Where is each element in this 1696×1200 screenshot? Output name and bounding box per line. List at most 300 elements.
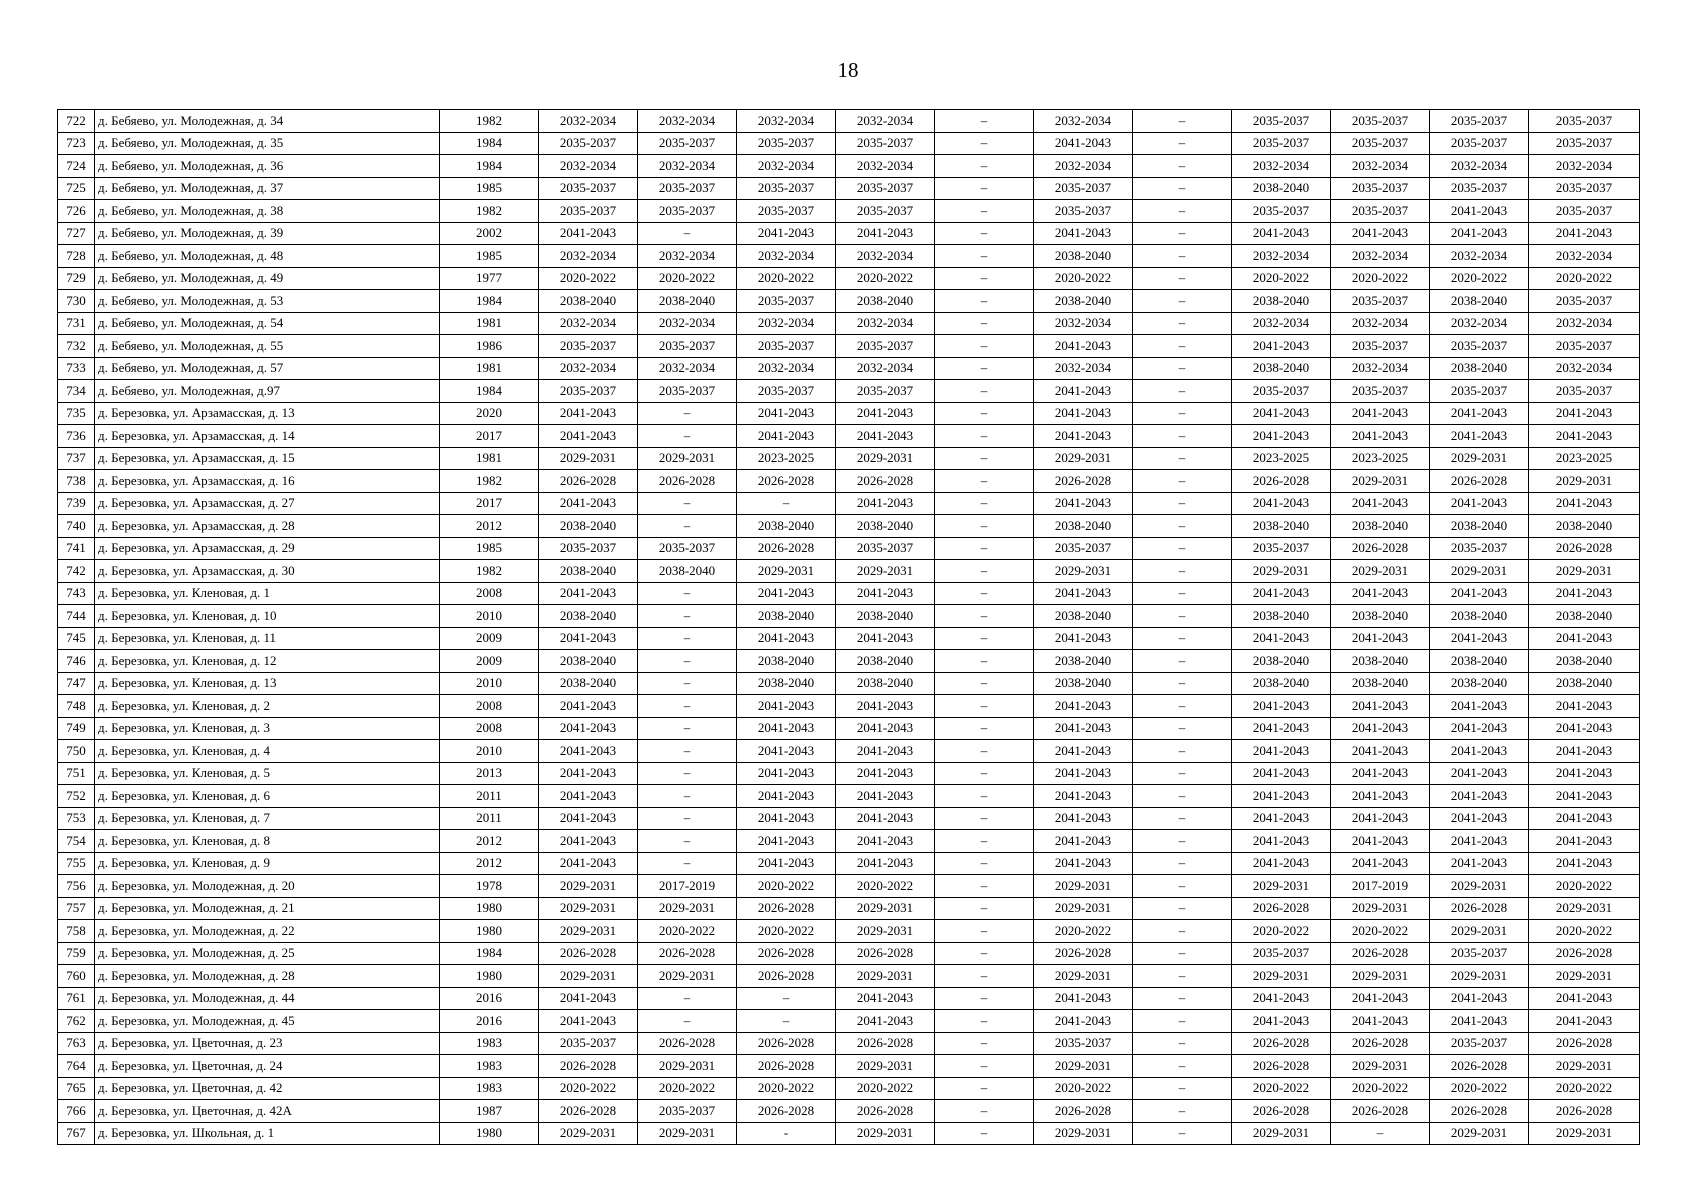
period-cell-9: 2035-2037	[1331, 380, 1430, 403]
period-cell-7: –	[1133, 762, 1232, 785]
period-cell-1: 2041-2043	[539, 987, 638, 1010]
period-cell-7: –	[1133, 920, 1232, 943]
period-cell-5: –	[935, 515, 1034, 538]
row-number: 731	[58, 312, 95, 335]
row-number: 750	[58, 740, 95, 763]
period-cell-11: 2029-2031	[1529, 1122, 1640, 1145]
period-cell-5: –	[935, 560, 1034, 583]
period-cell-5: –	[935, 110, 1034, 133]
period-cell-8: 2026-2028	[1232, 1032, 1331, 1055]
period-cell-6: 2038-2040	[1034, 672, 1133, 695]
row-number: 736	[58, 425, 95, 448]
address-cell: д. Березовка, ул. Кленовая, д. 4	[95, 740, 440, 763]
period-cell-4: 2041-2043	[836, 1010, 935, 1033]
period-cell-1: 2041-2043	[539, 627, 638, 650]
build-year-cell: 2012	[440, 852, 539, 875]
address-cell: д. Березовка, ул. Кленовая, д. 8	[95, 830, 440, 853]
period-cell-3: 2032-2034	[737, 155, 836, 178]
period-cell-2: 2032-2034	[638, 357, 737, 380]
period-cell-1: 2035-2037	[539, 335, 638, 358]
period-cell-7: –	[1133, 155, 1232, 178]
period-cell-2: 2017-2019	[638, 875, 737, 898]
period-cell-8: 2023-2025	[1232, 447, 1331, 470]
period-cell-1: 2041-2043	[539, 222, 638, 245]
period-cell-1: 2026-2028	[539, 1055, 638, 1078]
table-row	[58, 672, 1640, 695]
row-number: 744	[58, 605, 95, 628]
build-year-cell: 1981	[440, 312, 539, 335]
period-cell-6: 2035-2037	[1034, 537, 1133, 560]
period-cell-5: –	[935, 425, 1034, 448]
period-cell-6: 2020-2022	[1034, 920, 1133, 943]
period-cell-6: 2041-2043	[1034, 402, 1133, 425]
period-cell-8: 2041-2043	[1232, 717, 1331, 740]
address-cell: д. Березовка, ул. Арзамасская, д. 14	[95, 425, 440, 448]
period-cell-5: –	[935, 1077, 1034, 1100]
build-year-cell: 2012	[440, 515, 539, 538]
period-cell-1: 2029-2031	[539, 1122, 638, 1145]
period-cell-4: 2035-2037	[836, 177, 935, 200]
period-cell-5: –	[935, 762, 1034, 785]
period-cell-4: 2020-2022	[836, 267, 935, 290]
period-cell-8: 2032-2034	[1232, 312, 1331, 335]
period-cell-8: 2041-2043	[1232, 425, 1331, 448]
period-cell-5: –	[935, 132, 1034, 155]
period-cell-6: 2041-2043	[1034, 740, 1133, 763]
period-cell-3: 2035-2037	[737, 335, 836, 358]
period-cell-3: –	[737, 1010, 836, 1033]
period-cell-8: 2026-2028	[1232, 470, 1331, 493]
row-number: 741	[58, 537, 95, 560]
period-cell-6: 2026-2028	[1034, 470, 1133, 493]
address-cell: д. Березовка, ул. Кленовая, д. 2	[95, 695, 440, 718]
row-number: 739	[58, 492, 95, 515]
period-cell-6: 2041-2043	[1034, 222, 1133, 245]
period-cell-11: 2041-2043	[1529, 740, 1640, 763]
row-number: 755	[58, 852, 95, 875]
row-number: 733	[58, 357, 95, 380]
period-cell-10: 2029-2031	[1430, 920, 1529, 943]
period-cell-10: 2041-2043	[1430, 492, 1529, 515]
period-cell-5: –	[935, 920, 1034, 943]
period-cell-5: –	[935, 605, 1034, 628]
period-cell-5: –	[935, 1055, 1034, 1078]
period-cell-7: –	[1133, 1032, 1232, 1055]
period-cell-9: 2026-2028	[1331, 942, 1430, 965]
period-cell-3: 2041-2043	[737, 717, 836, 740]
period-cell-5: –	[935, 1122, 1034, 1145]
row-number: 729	[58, 267, 95, 290]
period-cell-2: –	[638, 402, 737, 425]
period-cell-4: 2035-2037	[836, 537, 935, 560]
period-cell-10: 2038-2040	[1430, 290, 1529, 313]
address-cell: д. Березовка, ул. Арзамасская, д. 13	[95, 402, 440, 425]
period-cell-5: –	[935, 942, 1034, 965]
build-year-cell: 1984	[440, 942, 539, 965]
period-cell-10: 2041-2043	[1430, 762, 1529, 785]
period-cell-9: 2041-2043	[1331, 222, 1430, 245]
period-cell-6: 2029-2031	[1034, 447, 1133, 470]
table-row	[58, 402, 1640, 425]
period-cell-5: –	[935, 312, 1034, 335]
build-year-cell: 1985	[440, 537, 539, 560]
period-cell-11: 2038-2040	[1529, 605, 1640, 628]
period-cell-11: 2041-2043	[1529, 222, 1640, 245]
period-cell-6: 2029-2031	[1034, 560, 1133, 583]
period-cell-3: 2041-2043	[737, 222, 836, 245]
table-row	[58, 987, 1640, 1010]
period-cell-10: 2029-2031	[1430, 560, 1529, 583]
row-number: 747	[58, 672, 95, 695]
address-cell: д. Березовка, ул. Арзамасская, д. 29	[95, 537, 440, 560]
period-cell-11: 2023-2025	[1529, 447, 1640, 470]
period-cell-10: 2041-2043	[1430, 200, 1529, 223]
period-cell-7: –	[1133, 605, 1232, 628]
period-cell-4: 2041-2043	[836, 852, 935, 875]
row-number: 753	[58, 807, 95, 830]
period-cell-9: 2035-2037	[1331, 290, 1430, 313]
period-cell-6: 2041-2043	[1034, 785, 1133, 808]
period-cell-5: –	[935, 1032, 1034, 1055]
period-cell-1: 2038-2040	[539, 605, 638, 628]
period-cell-9: 2041-2043	[1331, 717, 1430, 740]
period-cell-2: –	[638, 650, 737, 673]
period-cell-11: 2041-2043	[1529, 582, 1640, 605]
row-number: 738	[58, 470, 95, 493]
period-cell-8: 2026-2028	[1232, 1100, 1331, 1123]
period-cell-4: 2041-2043	[836, 740, 935, 763]
period-cell-6: 2035-2037	[1034, 177, 1133, 200]
period-cell-2: 2035-2037	[638, 537, 737, 560]
period-cell-11: 2038-2040	[1529, 672, 1640, 695]
period-cell-4: 2029-2031	[836, 897, 935, 920]
row-number: 752	[58, 785, 95, 808]
period-cell-6: 2032-2034	[1034, 357, 1133, 380]
period-cell-3: 2026-2028	[737, 897, 836, 920]
period-cell-6: 2038-2040	[1034, 515, 1133, 538]
period-cell-5: –	[935, 402, 1034, 425]
table-row	[58, 267, 1640, 290]
period-cell-3: 2038-2040	[737, 605, 836, 628]
period-cell-11: 2032-2034	[1529, 155, 1640, 178]
period-cell-2: –	[638, 785, 737, 808]
table-row	[58, 447, 1640, 470]
period-cell-9: 2038-2040	[1331, 650, 1430, 673]
build-year-cell: 1983	[440, 1032, 539, 1055]
period-cell-5: –	[935, 335, 1034, 358]
period-cell-1: 2041-2043	[539, 695, 638, 718]
period-cell-8: 2035-2037	[1232, 110, 1331, 133]
period-cell-7: –	[1133, 177, 1232, 200]
period-cell-9: 2035-2037	[1331, 110, 1430, 133]
period-cell-10: 2038-2040	[1430, 672, 1529, 695]
period-cell-9: 2041-2043	[1331, 807, 1430, 830]
table-row	[58, 312, 1640, 335]
table-row	[58, 1077, 1640, 1100]
address-cell: д. Бебяево, ул. Молодежная, д. 38	[95, 200, 440, 223]
period-cell-8: 2041-2043	[1232, 987, 1331, 1010]
period-cell-4: 2026-2028	[836, 1032, 935, 1055]
period-cell-6: 2029-2031	[1034, 875, 1133, 898]
period-cell-1: 2020-2022	[539, 1077, 638, 1100]
period-cell-1: 2029-2031	[539, 447, 638, 470]
build-year-cell: 1980	[440, 965, 539, 988]
build-year-cell: 1984	[440, 155, 539, 178]
period-cell-3: 2032-2034	[737, 357, 836, 380]
period-cell-3: 2041-2043	[737, 762, 836, 785]
period-cell-9: 2041-2043	[1331, 852, 1430, 875]
period-cell-8: 2041-2043	[1232, 627, 1331, 650]
period-cell-7: –	[1133, 942, 1232, 965]
period-cell-2: –	[638, 762, 737, 785]
table-row	[58, 650, 1640, 673]
address-cell: д. Березовка, ул. Молодежная, д. 45	[95, 1010, 440, 1033]
period-cell-9: 2041-2043	[1331, 402, 1430, 425]
period-cell-4: 2041-2043	[836, 402, 935, 425]
row-number: 726	[58, 200, 95, 223]
period-cell-7: –	[1133, 380, 1232, 403]
row-number: 730	[58, 290, 95, 313]
period-cell-7: –	[1133, 110, 1232, 133]
build-year-cell: 1984	[440, 132, 539, 155]
table-row	[58, 807, 1640, 830]
period-cell-7: –	[1133, 740, 1232, 763]
period-cell-3: 2041-2043	[737, 425, 836, 448]
row-number: 756	[58, 875, 95, 898]
period-cell-11: 2032-2034	[1529, 245, 1640, 268]
period-cell-10: 2035-2037	[1430, 177, 1529, 200]
period-cell-8: 2035-2037	[1232, 942, 1331, 965]
period-cell-4: 2041-2043	[836, 807, 935, 830]
period-cell-3: 2032-2034	[737, 312, 836, 335]
period-cell-4: 2032-2034	[836, 155, 935, 178]
period-cell-10: 2032-2034	[1430, 155, 1529, 178]
table-body	[58, 110, 1640, 1145]
period-cell-2: –	[638, 740, 737, 763]
build-year-cell: 1987	[440, 1100, 539, 1123]
period-cell-8: 2038-2040	[1232, 605, 1331, 628]
period-cell-9: 2041-2043	[1331, 492, 1430, 515]
period-cell-5: –	[935, 380, 1034, 403]
period-cell-1: 2035-2037	[539, 132, 638, 155]
period-cell-5: –	[935, 155, 1034, 178]
period-cell-7: –	[1133, 965, 1232, 988]
address-cell: д. Березовка, ул. Цветочная, д. 23	[95, 1032, 440, 1055]
period-cell-3: 2026-2028	[737, 470, 836, 493]
period-cell-9: 2020-2022	[1331, 920, 1430, 943]
period-cell-5: –	[935, 897, 1034, 920]
period-cell-9: 2035-2037	[1331, 177, 1430, 200]
period-cell-11: 2041-2043	[1529, 807, 1640, 830]
period-cell-10: 2041-2043	[1430, 582, 1529, 605]
period-cell-10: 2029-2031	[1430, 965, 1529, 988]
period-cell-2: 2029-2031	[638, 897, 737, 920]
period-cell-6: 2041-2043	[1034, 717, 1133, 740]
period-cell-11: 2026-2028	[1529, 1032, 1640, 1055]
period-cell-9: 2035-2037	[1331, 132, 1430, 155]
build-year-cell: 2020	[440, 402, 539, 425]
period-cell-1: 2032-2034	[539, 245, 638, 268]
period-cell-3: 2020-2022	[737, 920, 836, 943]
period-cell-11: 2020-2022	[1529, 1077, 1640, 1100]
row-number: 754	[58, 830, 95, 853]
period-cell-9: 2041-2043	[1331, 695, 1430, 718]
period-cell-3: 2026-2028	[737, 965, 836, 988]
period-cell-6: 2026-2028	[1034, 1100, 1133, 1123]
period-cell-3: -	[737, 1122, 836, 1145]
period-cell-9: 2041-2043	[1331, 830, 1430, 853]
period-cell-3: 2035-2037	[737, 380, 836, 403]
period-cell-8: 2038-2040	[1232, 650, 1331, 673]
period-cell-2: –	[638, 492, 737, 515]
period-cell-10: 2041-2043	[1430, 807, 1529, 830]
period-cell-3: 2041-2043	[737, 695, 836, 718]
table-row	[58, 965, 1640, 988]
period-cell-5: –	[935, 627, 1034, 650]
period-cell-10: 2041-2043	[1430, 830, 1529, 853]
period-cell-7: –	[1133, 1100, 1232, 1123]
period-cell-6: 2038-2040	[1034, 290, 1133, 313]
address-cell: д. Березовка, ул. Молодежная, д. 20	[95, 875, 440, 898]
period-cell-3: 2041-2043	[737, 740, 836, 763]
period-cell-2: –	[638, 987, 737, 1010]
period-cell-4: 2038-2040	[836, 605, 935, 628]
period-cell-11: 2029-2031	[1529, 897, 1640, 920]
table-row	[58, 155, 1640, 178]
period-cell-11: 2026-2028	[1529, 537, 1640, 560]
table-row	[58, 537, 1640, 560]
address-cell: д. Березовка, ул. Кленовая, д. 13	[95, 672, 440, 695]
period-cell-4: 2041-2043	[836, 762, 935, 785]
table-row	[58, 695, 1640, 718]
table-row	[58, 920, 1640, 943]
period-cell-8: 2029-2031	[1232, 875, 1331, 898]
table-row	[58, 110, 1640, 133]
period-cell-1: 2041-2043	[539, 582, 638, 605]
period-cell-6: 2041-2043	[1034, 987, 1133, 1010]
table-row	[58, 200, 1640, 223]
period-cell-1: 2041-2043	[539, 762, 638, 785]
period-cell-1: 2035-2037	[539, 1032, 638, 1055]
period-cell-6: 2020-2022	[1034, 267, 1133, 290]
period-cell-1: 2041-2043	[539, 492, 638, 515]
period-cell-2: –	[638, 222, 737, 245]
table-row	[58, 897, 1640, 920]
period-cell-6: 2041-2043	[1034, 1010, 1133, 1033]
address-cell: д. Березовка, ул. Кленовая, д. 7	[95, 807, 440, 830]
period-cell-1: 2041-2043	[539, 740, 638, 763]
period-cell-10: 2026-2028	[1430, 1100, 1529, 1123]
period-cell-8: 2029-2031	[1232, 965, 1331, 988]
period-cell-1: 2038-2040	[539, 515, 638, 538]
period-cell-2: –	[638, 605, 737, 628]
row-number: 723	[58, 132, 95, 155]
period-cell-5: –	[935, 695, 1034, 718]
build-year-cell: 2008	[440, 695, 539, 718]
period-cell-1: 2041-2043	[539, 830, 638, 853]
period-cell-9: 2017-2019	[1331, 875, 1430, 898]
period-cell-6: 2041-2043	[1034, 852, 1133, 875]
build-year-cell: 1981	[440, 357, 539, 380]
period-cell-11: 2020-2022	[1529, 875, 1640, 898]
period-cell-5: –	[935, 852, 1034, 875]
period-cell-7: –	[1133, 582, 1232, 605]
address-cell: д. Березовка, ул. Молодежная, д. 21	[95, 897, 440, 920]
build-year-cell: 1985	[440, 245, 539, 268]
period-cell-7: –	[1133, 425, 1232, 448]
table-row	[58, 380, 1640, 403]
row-number: 757	[58, 897, 95, 920]
period-cell-11: 2020-2022	[1529, 267, 1640, 290]
row-number: 740	[58, 515, 95, 538]
period-cell-3: 2041-2043	[737, 402, 836, 425]
period-cell-7: –	[1133, 245, 1232, 268]
period-cell-11: 2035-2037	[1529, 132, 1640, 155]
period-cell-11: 2041-2043	[1529, 830, 1640, 853]
address-cell: д. Бебяево, ул. Молодежная, д. 53	[95, 290, 440, 313]
period-cell-1: 2038-2040	[539, 290, 638, 313]
period-cell-1: 2038-2040	[539, 650, 638, 673]
period-cell-3: –	[737, 987, 836, 1010]
period-cell-5: –	[935, 267, 1034, 290]
period-cell-5: –	[935, 875, 1034, 898]
period-cell-2: 2020-2022	[638, 920, 737, 943]
period-cell-9: 2032-2034	[1331, 245, 1430, 268]
period-cell-10: 2035-2037	[1430, 1032, 1529, 1055]
period-cell-2: –	[638, 425, 737, 448]
period-cell-2: 2035-2037	[638, 380, 737, 403]
period-cell-4: 2038-2040	[836, 290, 935, 313]
build-year-cell: 2010	[440, 605, 539, 628]
period-cell-6: 2038-2040	[1034, 245, 1133, 268]
period-cell-7: –	[1133, 200, 1232, 223]
build-year-cell: 2011	[440, 807, 539, 830]
period-cell-7: –	[1133, 515, 1232, 538]
period-cell-7: –	[1133, 267, 1232, 290]
period-cell-3: 2038-2040	[737, 672, 836, 695]
period-cell-3: 2041-2043	[737, 852, 836, 875]
address-cell: д. Бебяево, ул. Молодежная, д. 49	[95, 267, 440, 290]
period-cell-3: 2038-2040	[737, 515, 836, 538]
address-cell: д. Березовка, ул. Арзамасская, д. 30	[95, 560, 440, 583]
period-cell-7: –	[1133, 402, 1232, 425]
period-cell-6: 2041-2043	[1034, 807, 1133, 830]
table-row	[58, 222, 1640, 245]
period-cell-7: –	[1133, 1077, 1232, 1100]
period-cell-10: 2041-2043	[1430, 1010, 1529, 1033]
period-cell-3: –	[737, 492, 836, 515]
period-cell-6: 2041-2043	[1034, 762, 1133, 785]
period-cell-5: –	[935, 470, 1034, 493]
table-row	[58, 582, 1640, 605]
row-number: 765	[58, 1077, 95, 1100]
period-cell-4: 2029-2031	[836, 1055, 935, 1078]
build-year-cell: 1978	[440, 875, 539, 898]
period-cell-3: 2041-2043	[737, 830, 836, 853]
table-row	[58, 852, 1640, 875]
address-cell: д. Бебяево, ул. Молодежная, д. 55	[95, 335, 440, 358]
row-number: 734	[58, 380, 95, 403]
period-cell-9: 2029-2031	[1331, 1055, 1430, 1078]
address-cell: д. Березовка, ул. Арзамасская, д. 27	[95, 492, 440, 515]
build-year-cell: 2016	[440, 987, 539, 1010]
period-cell-7: –	[1133, 627, 1232, 650]
period-cell-3: 2032-2034	[737, 110, 836, 133]
period-cell-1: 2035-2037	[539, 537, 638, 560]
row-number: 751	[58, 762, 95, 785]
period-cell-8: 2020-2022	[1232, 1077, 1331, 1100]
period-cell-3: 2035-2037	[737, 200, 836, 223]
